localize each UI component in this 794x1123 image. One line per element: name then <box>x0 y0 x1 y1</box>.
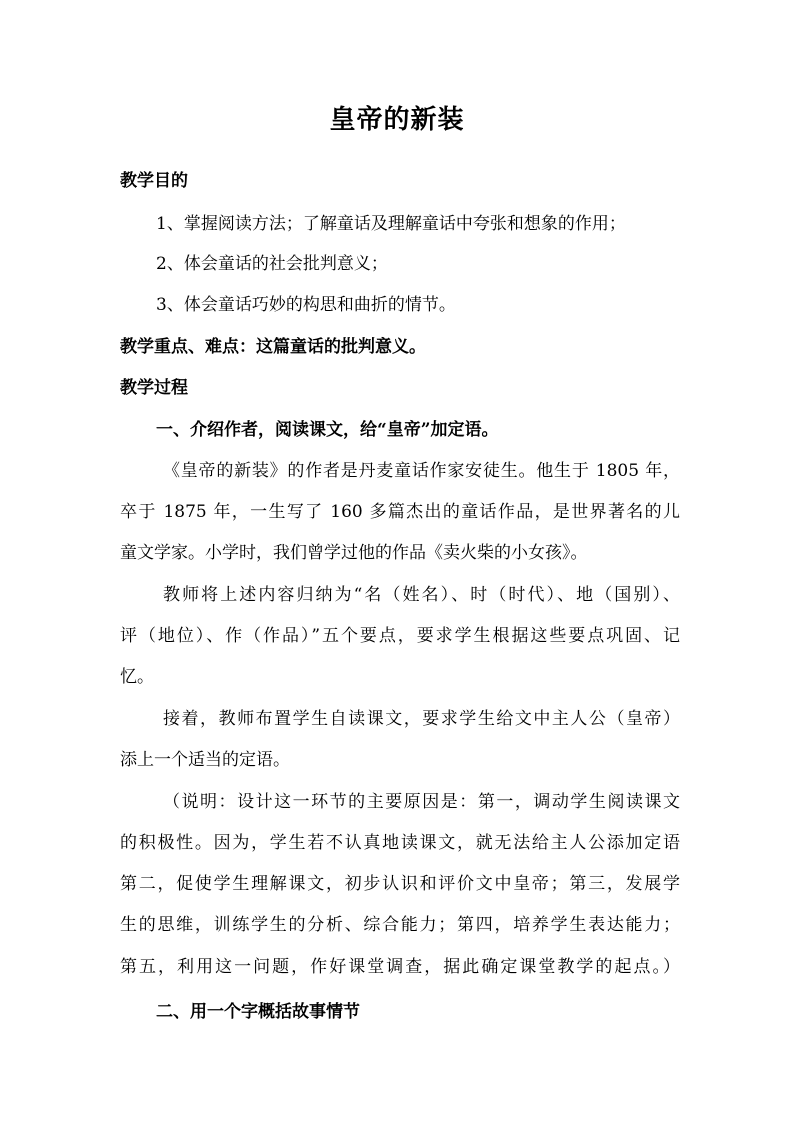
para-4-line-1: （说明：设计这一环节的主要原因是：第一，调动学生阅读课文 <box>163 792 680 812</box>
heading-process: 教学过程 <box>120 378 188 398</box>
para-1-line-3: 童文学家。小学时，我们曾学过他的作品《卖火柴的小女孩》。 <box>120 543 588 563</box>
objective-1: 1、掌握阅读方法；了解童话及理解童话中夸张和想象的作用； <box>156 214 626 234</box>
para-2-line-2: 评（地位）、作（作品）”五个要点，要求学生根据这些要点巩固、记 <box>120 626 680 646</box>
para-2-line-3: 忆。 <box>120 667 154 687</box>
heading-objectives: 教学目的 <box>120 171 188 191</box>
para-3-line-1: 接着，教师布置学生自读课文，要求学生给文中主人公（皇帝） <box>163 709 680 729</box>
para-2-line-1: 教师将上述内容归纳为“名（姓名）、时（时代）、地（国别）、 <box>163 585 680 605</box>
para-4-line-3: 第二，促使学生理解课文，初步认识和评价文中皇帝；第三，发展学 <box>120 874 680 894</box>
para-1-line-1: 《皇帝的新装》的作者是丹麦童话作家安徒生。他生于 1805 年， <box>163 461 680 481</box>
document-title: 皇帝的新装 <box>329 105 465 135</box>
para-4-line-5: 第五，利用这一问题，作好课堂调查，据此确定课堂教学的起点。） <box>120 957 680 977</box>
para-1-line-2: 卒于 1875 年，一生写了 160 多篇杰出的童话作品，是世界著名的儿 <box>120 502 680 522</box>
objective-2: 2、体会童话的社会批判意义； <box>156 254 388 274</box>
para-4-line-4: 生的思维，训练学生的分析、综合能力；第四，培养学生表达能力； <box>120 915 680 935</box>
section-2-title: 二、用一个字概括故事情节 <box>156 1002 360 1022</box>
objective-3: 3、体会童话巧妙的构思和曲折的情节。 <box>156 295 456 315</box>
para-3-line-2: 添上一个适当的定语。 <box>120 750 290 770</box>
section-1-title: 一、介绍作者，阅读课文，给“皇帝”加定语。 <box>156 420 499 440</box>
para-4-line-2: 的积极性。因为，学生若不认真地读课文，就无法给主人公添加定语 <box>120 833 680 853</box>
key-points: 教学重点、难点：这篇童话的批判意义。 <box>120 337 426 357</box>
